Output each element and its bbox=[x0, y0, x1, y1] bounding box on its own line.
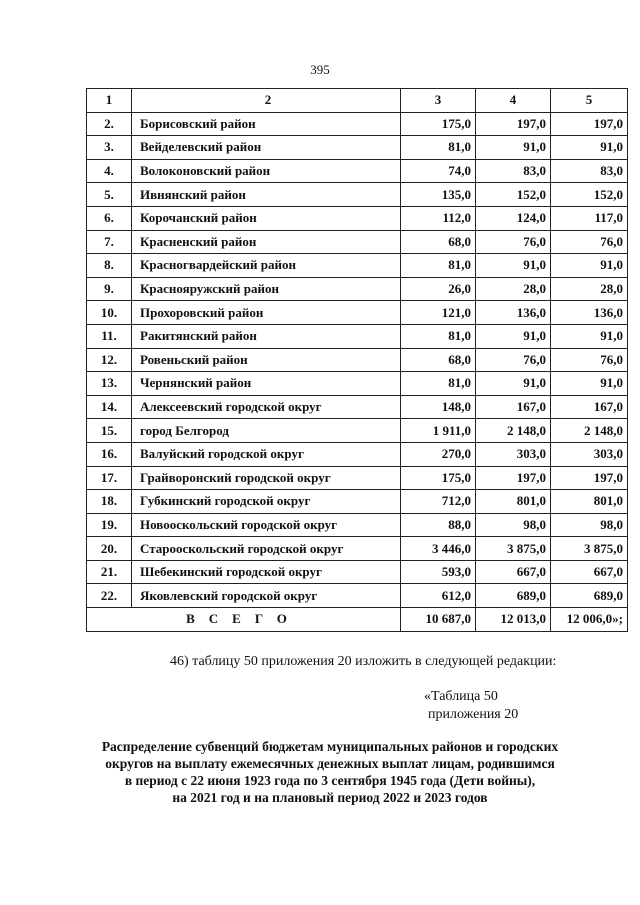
col5-value-cell: 689,0 bbox=[551, 584, 628, 608]
total-col4-cell: 12 013,0 bbox=[476, 608, 551, 632]
col5-value-cell: 3 875,0 bbox=[551, 537, 628, 561]
row-number-cell: 4. bbox=[87, 159, 132, 183]
district-name-cell: Корочанский район bbox=[132, 206, 401, 230]
header-cell-4: 4 bbox=[476, 89, 551, 113]
col4-value-cell: 667,0 bbox=[476, 560, 551, 584]
table-row bbox=[87, 136, 628, 160]
district-name-cell: Валуйский городской округ bbox=[132, 442, 401, 466]
col3-value-cell: 148,0 bbox=[401, 395, 476, 419]
col5-value-cell: 167,0 bbox=[551, 395, 628, 419]
table-row bbox=[87, 324, 628, 348]
col5-value-cell: 98,0 bbox=[551, 513, 628, 537]
row-number-cell: 16. bbox=[87, 442, 132, 466]
amendment-instruction: 46) таблицу 50 приложения 20 изложить в следующей редакции: bbox=[170, 654, 557, 669]
col5-value-cell: 91,0 bbox=[551, 372, 628, 396]
district-name-cell: Вейделевский район bbox=[132, 136, 401, 160]
district-name-cell: Волоконовский район bbox=[132, 159, 401, 183]
col5-value-cell: 303,0 bbox=[551, 442, 628, 466]
table-row bbox=[87, 206, 628, 230]
header-cell-1: 1 bbox=[87, 89, 132, 113]
col5-value-cell: 197,0 bbox=[551, 466, 628, 490]
heading-line-4: на 2021 год и на плановый период 2022 и 2023 годов bbox=[172, 790, 488, 805]
col5-value-cell: 667,0 bbox=[551, 560, 628, 584]
total-row bbox=[87, 608, 628, 632]
col5-value-cell: 801,0 bbox=[551, 490, 628, 514]
col5-value-cell: 91,0 bbox=[551, 254, 628, 278]
col3-value-cell: 81,0 bbox=[401, 324, 476, 348]
table-row bbox=[87, 230, 628, 254]
district-name-cell: Борисовский район bbox=[132, 112, 401, 136]
table-ref-line-2: приложения 20 bbox=[428, 707, 519, 722]
row-number-cell: 19. bbox=[87, 513, 132, 537]
table-row bbox=[87, 584, 628, 608]
table-row bbox=[87, 395, 628, 419]
col3-value-cell: 121,0 bbox=[401, 301, 476, 325]
page-number: 395 bbox=[310, 62, 330, 77]
col3-value-cell: 26,0 bbox=[401, 277, 476, 301]
heading-line-2: округов на выплату ежемесячных денежных выплат лицам, родившимся bbox=[105, 756, 555, 771]
district-name-cell: Новооскольский городской округ bbox=[132, 513, 401, 537]
col3-value-cell: 612,0 bbox=[401, 584, 476, 608]
table-row bbox=[87, 466, 628, 490]
district-name-cell: Краснояружский район bbox=[132, 277, 401, 301]
col3-value-cell: 81,0 bbox=[401, 136, 476, 160]
col3-value-cell: 712,0 bbox=[401, 490, 476, 514]
col3-value-cell: 68,0 bbox=[401, 230, 476, 254]
table-row bbox=[87, 537, 628, 561]
col4-value-cell: 76,0 bbox=[476, 348, 551, 372]
row-number-cell: 3. bbox=[87, 136, 132, 160]
col4-value-cell: 167,0 bbox=[476, 395, 551, 419]
heading-line-1: Распределение субвенций бюджетам муниципальных районов и городских bbox=[101, 739, 559, 754]
col3-value-cell: 135,0 bbox=[401, 183, 476, 207]
table-header-row bbox=[87, 89, 628, 113]
table-row bbox=[87, 513, 628, 537]
col5-value-cell: 91,0 bbox=[551, 324, 628, 348]
col5-value-cell: 28,0 bbox=[551, 277, 628, 301]
col4-value-cell: 197,0 bbox=[476, 466, 551, 490]
col4-value-cell: 801,0 bbox=[476, 490, 551, 514]
col4-value-cell: 98,0 bbox=[476, 513, 551, 537]
col3-value-cell: 3 446,0 bbox=[401, 537, 476, 561]
col4-value-cell: 91,0 bbox=[476, 254, 551, 278]
total-col3-cell: 10 687,0 bbox=[401, 608, 476, 632]
table-row bbox=[87, 442, 628, 466]
row-number-cell: 14. bbox=[87, 395, 132, 419]
total-label: ВСЕГО bbox=[87, 608, 401, 632]
col5-value-cell: 91,0 bbox=[551, 136, 628, 160]
row-number-cell: 7. bbox=[87, 230, 132, 254]
col4-value-cell: 303,0 bbox=[476, 442, 551, 466]
district-name-cell: Красногвардейский район bbox=[132, 254, 401, 278]
district-name-cell: Яковлевский городской округ bbox=[132, 584, 401, 608]
col4-value-cell: 689,0 bbox=[476, 584, 551, 608]
col5-value-cell: 76,0 bbox=[551, 348, 628, 372]
col3-value-cell: 88,0 bbox=[401, 513, 476, 537]
district-name-cell: Грайворонский городской округ bbox=[132, 466, 401, 490]
col4-value-cell: 91,0 bbox=[476, 136, 551, 160]
row-number-cell: 21. bbox=[87, 560, 132, 584]
district-name-cell: Ровеньский район bbox=[132, 348, 401, 372]
table-ref-line-1: «Таблица 50 bbox=[424, 689, 498, 704]
row-number-cell: 11. bbox=[87, 324, 132, 348]
district-name-cell: Ивнянский район bbox=[132, 183, 401, 207]
header-cell-5: 5 bbox=[551, 89, 628, 113]
district-name-cell: Ракитянский район bbox=[132, 324, 401, 348]
table-row bbox=[87, 183, 628, 207]
row-number-cell: 10. bbox=[87, 301, 132, 325]
col3-value-cell: 68,0 bbox=[401, 348, 476, 372]
district-name-cell: Чернянский район bbox=[132, 372, 401, 396]
row-number-cell: 12. bbox=[87, 348, 132, 372]
subvention-table bbox=[86, 88, 628, 632]
col5-value-cell: 152,0 bbox=[551, 183, 628, 207]
col4-value-cell: 83,0 bbox=[476, 159, 551, 183]
heading-line-3: в период с 22 июня 1923 года по 3 сентября 1945 года (Дети войны), bbox=[124, 773, 536, 788]
district-name-cell: Губкинский городской округ bbox=[132, 490, 401, 514]
row-number-cell: 6. bbox=[87, 206, 132, 230]
district-name-cell: Старооскольский городской округ bbox=[132, 537, 401, 561]
district-name-cell: Прохоровский район bbox=[132, 301, 401, 325]
col4-value-cell: 91,0 bbox=[476, 372, 551, 396]
district-name-cell: Шебекинский городской округ bbox=[132, 560, 401, 584]
table-row bbox=[87, 560, 628, 584]
row-number-cell: 20. bbox=[87, 537, 132, 561]
row-number-cell: 2. bbox=[87, 112, 132, 136]
table-reference bbox=[424, 688, 518, 724]
district-name-cell: Алексеевский городской округ bbox=[132, 395, 401, 419]
col5-value-cell: 83,0 bbox=[551, 159, 628, 183]
col4-value-cell: 152,0 bbox=[476, 183, 551, 207]
col3-value-cell: 270,0 bbox=[401, 442, 476, 466]
col3-value-cell: 175,0 bbox=[401, 112, 476, 136]
col5-value-cell: 2 148,0 bbox=[551, 419, 628, 443]
row-number-cell: 8. bbox=[87, 254, 132, 278]
col4-value-cell: 2 148,0 bbox=[476, 419, 551, 443]
col5-value-cell: 117,0 bbox=[551, 206, 628, 230]
col3-value-cell: 112,0 bbox=[401, 206, 476, 230]
table-row bbox=[87, 419, 628, 443]
row-number-cell: 17. bbox=[87, 466, 132, 490]
col4-value-cell: 3 875,0 bbox=[476, 537, 551, 561]
col4-value-cell: 28,0 bbox=[476, 277, 551, 301]
table-row bbox=[87, 254, 628, 278]
header-cell-2: 2 bbox=[132, 89, 401, 113]
col3-value-cell: 81,0 bbox=[401, 372, 476, 396]
total-col5-cell: 12 006,0»; bbox=[551, 608, 628, 632]
table-row bbox=[87, 348, 628, 372]
table-row bbox=[87, 490, 628, 514]
col3-value-cell: 81,0 bbox=[401, 254, 476, 278]
table-row bbox=[87, 277, 628, 301]
row-number-cell: 18. bbox=[87, 490, 132, 514]
row-number-cell: 5. bbox=[87, 183, 132, 207]
row-number-cell: 15. bbox=[87, 419, 132, 443]
col3-value-cell: 593,0 bbox=[401, 560, 476, 584]
col4-value-cell: 76,0 bbox=[476, 230, 551, 254]
col5-value-cell: 136,0 bbox=[551, 301, 628, 325]
col4-value-cell: 197,0 bbox=[476, 112, 551, 136]
table-row bbox=[87, 372, 628, 396]
col3-value-cell: 1 911,0 bbox=[401, 419, 476, 443]
col5-value-cell: 197,0 bbox=[551, 112, 628, 136]
district-name-cell: Красненский район bbox=[132, 230, 401, 254]
table-row bbox=[87, 112, 628, 136]
col4-value-cell: 91,0 bbox=[476, 324, 551, 348]
table-row bbox=[87, 159, 628, 183]
table-row bbox=[87, 301, 628, 325]
header-cell-3: 3 bbox=[401, 89, 476, 113]
row-number-cell: 13. bbox=[87, 372, 132, 396]
district-name-cell: город Белгород bbox=[132, 419, 401, 443]
document-heading bbox=[60, 738, 600, 806]
row-number-cell: 9. bbox=[87, 277, 132, 301]
col4-value-cell: 136,0 bbox=[476, 301, 551, 325]
col5-value-cell: 76,0 bbox=[551, 230, 628, 254]
col3-value-cell: 175,0 bbox=[401, 466, 476, 490]
row-number-cell: 22. bbox=[87, 584, 132, 608]
col4-value-cell: 124,0 bbox=[476, 206, 551, 230]
col3-value-cell: 74,0 bbox=[401, 159, 476, 183]
